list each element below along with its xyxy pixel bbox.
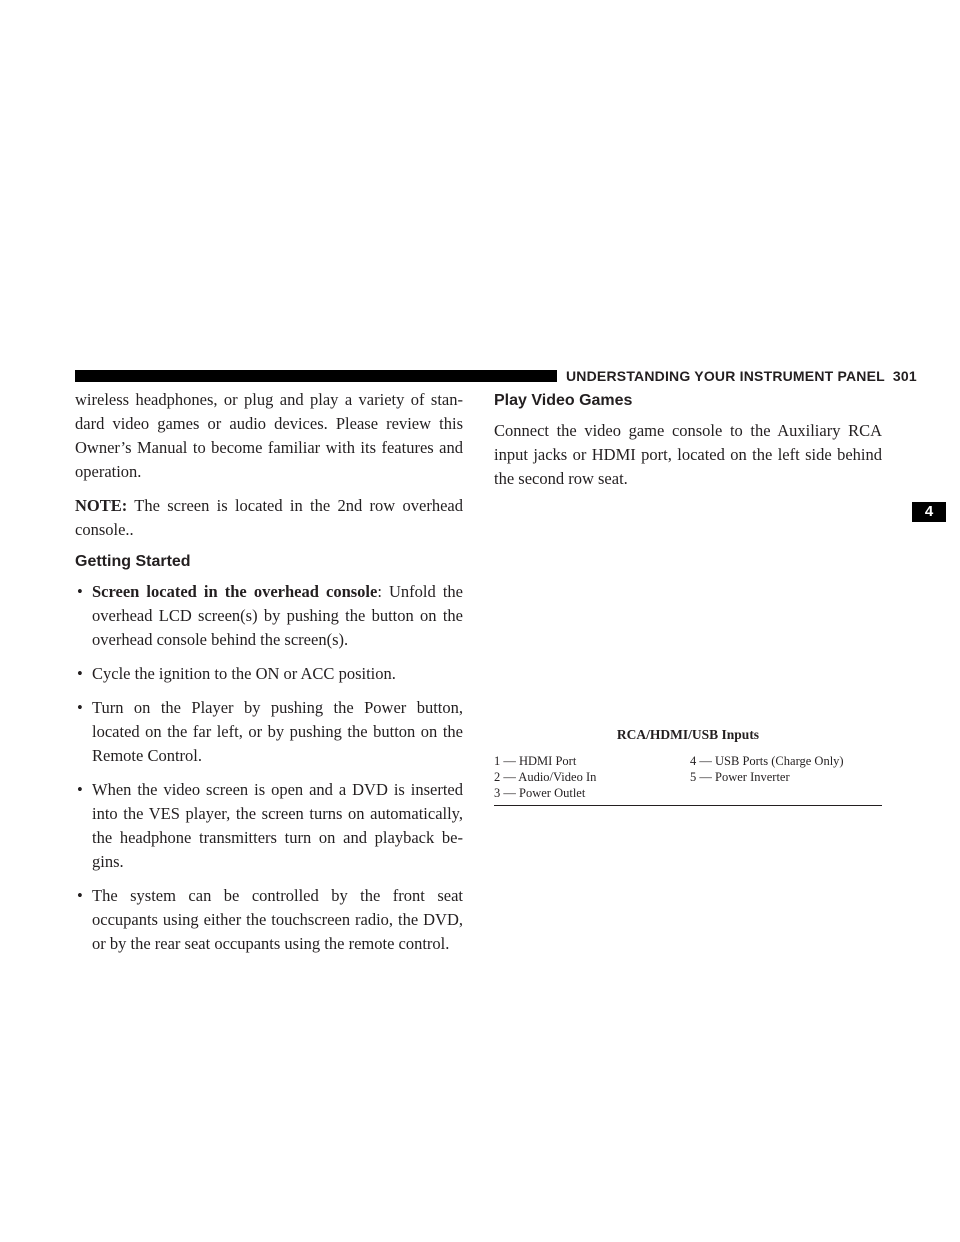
list-item-text: Cycle the ignition to the ON or ACC position.	[92, 664, 396, 683]
legend-item: 3 — Power Outlet	[494, 786, 586, 800]
bullet-icon: •	[77, 698, 83, 717]
list-item-text: : Unfold the overhead LCD screen(s) by pushing the button on the overhead console behind the screen(s).	[92, 582, 463, 649]
legend-divider	[494, 805, 882, 806]
list-item-bold: Screen located in the overhead console	[92, 582, 378, 601]
legend-item: 4 — USB Ports (Charge Only)	[690, 754, 844, 768]
chapter-tab: 4	[912, 502, 946, 522]
list-item-text: Turn on the Player by pushing the Power button, located on the far left, or by pushing the button on the Remote Control.	[92, 698, 463, 765]
right-column	[494, 391, 882, 806]
figure-area	[494, 491, 882, 727]
figure-legend	[494, 753, 882, 801]
note-text: The screen is located in the 2nd row overhead console..	[75, 496, 463, 539]
bullet-icon: •	[77, 780, 83, 799]
getting-started-list	[75, 580, 463, 956]
list-item	[75, 662, 463, 686]
running-header	[566, 368, 917, 384]
note-paragraph	[75, 494, 463, 542]
section-title: UNDERSTANDING YOUR INSTRUMENT PANEL	[566, 368, 885, 384]
intro-paragraph: wireless headphones, or plug and play a variety of stan-dard video games or audio devices. Please review this Owner’s Manual to become familiar with its features and operation.	[75, 390, 463, 481]
getting-started-heading: Getting Started	[75, 553, 191, 570]
legend-item: 1 — HDMI Port	[494, 754, 577, 768]
note-label: NOTE:	[75, 496, 128, 515]
play-video-games-heading: Play Video Games	[494, 392, 633, 409]
list-item-text: The system can be controlled by the front seat occupants using either the touchscreen radio, the DVD, or by the rear seat occupants using the remote control.	[92, 886, 463, 953]
legend-item: 5 — Power Inverter	[690, 770, 790, 784]
header-bar	[75, 370, 557, 382]
legend-item: 2 — Audio/Video In	[494, 770, 597, 784]
bullet-icon: •	[77, 886, 83, 905]
bullet-icon: •	[77, 664, 83, 683]
left-column	[75, 388, 463, 966]
list-item	[75, 580, 463, 652]
bullet-icon: •	[77, 582, 83, 601]
list-item	[75, 884, 463, 956]
page-number: 301	[892, 368, 917, 384]
play-paragraph: Connect the video game console to the Auxiliary RCA input jacks or HDMI port, located on the left side behind the second row seat.	[494, 421, 882, 488]
list-item	[75, 696, 463, 768]
figure-caption: RCA/HDMI/USB Inputs	[616, 727, 760, 742]
list-item	[75, 778, 463, 874]
list-item-text: When the video screen is open and a DVD is inserted into the VES player, the screen turns on automatically, the headphone transmitters turn on and playback be-gins.	[92, 780, 463, 871]
